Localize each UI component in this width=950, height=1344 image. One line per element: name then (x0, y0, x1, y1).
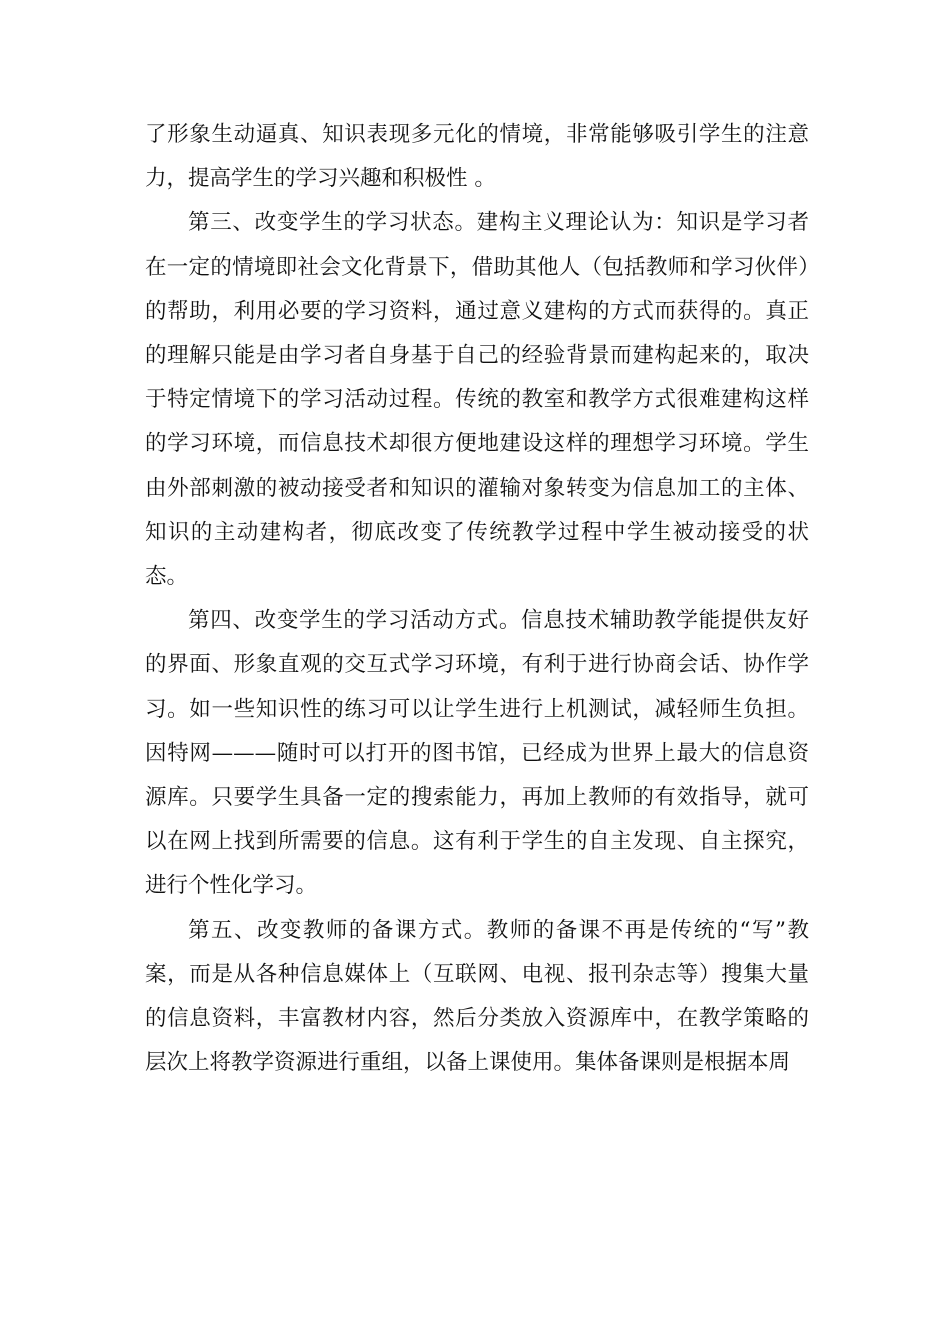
paragraph-fourth-point: 第四、改变学生的学习活动方式。信息技术辅助教学能提供友好的界面、形象直观的交互式学习环境，有利于进行协商会话、协作学习。如一些知识性的练习可以让学生进行上机测试，减轻师生负担。因特网———随时可以打开的图书馆，已经成为世界上最大的信息资源库。只要学生具备一定的搜索能力，再加上教师的有效指导，就可以在网上找到所需要的信息。这有利于学生的自主发现、自主探究，进行个性化学习。 (145, 608, 809, 899)
paragraph-third-point: 第三、改变学生的学习状态。建构主义理论认为：知识是学习者在一定的情境即社会文化背景下，借助其他人（包括教师和学习伙伴）的帮助，利用必要的学习资料，通过意义建构的方式而获得的。真正的理解只能是由学习者自身基于自己的经验背景而建构起来的，取决于特定情境下的学习活动过程。传统的教室和教学方式很难建构这样的学习环境，而信息技术却很方便地建设这样的理想学习环境。学生由外部刺激的被动接受者和知识的灌输对象转变为信息加工的主体、知识的主动建构者，彻底改变了传统教学过程中学生被动接受的状态。 (145, 210, 809, 590)
paragraph-fifth-point: 第五、改变教师的备课方式。教师的备课不再是传统的“写”教案，而是从各种信息媒体上（互联网、电视、报刊杂志等）搜集大量的信息资料，丰富教材内容，然后分类放入资源库中，在教学策略的层次上将教学资源进行重组，以备上课使用。集体备课则是根据本周 (145, 917, 809, 1076)
paragraph-continuation: 了形象生动逼真、知识表现多元化的情境，非常能够吸引学生的注意力，提高学生的学习兴趣和积极性 。 (145, 122, 809, 192)
document-page (145, 113, 809, 1085)
